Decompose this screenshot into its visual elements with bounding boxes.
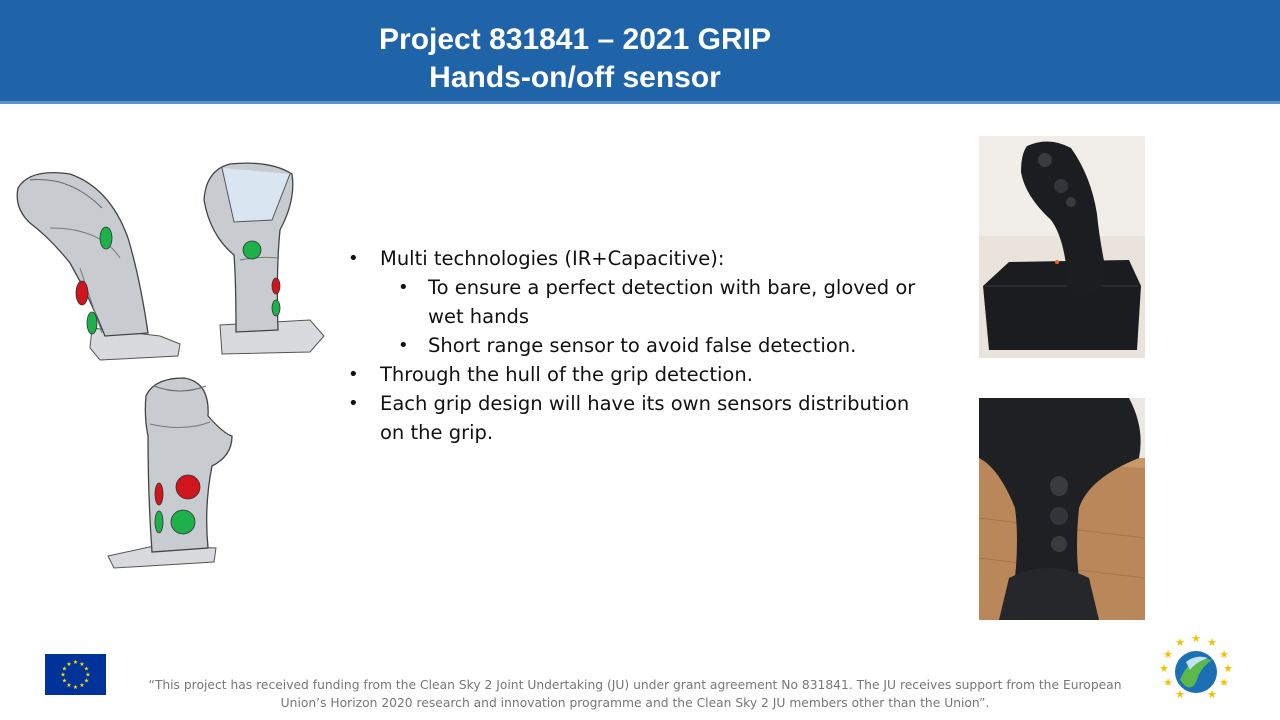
svg-text:★: ★ [1175, 688, 1185, 701]
green-sensor-dot [171, 510, 195, 534]
svg-text:★: ★ [66, 682, 72, 689]
svg-text:★: ★ [1207, 636, 1217, 649]
red-sensor-dot [155, 483, 163, 505]
svg-text:★: ★ [66, 661, 72, 668]
svg-text:★: ★ [1191, 632, 1201, 645]
title-banner [0, 0, 1280, 104]
bullet-list [346, 244, 936, 447]
red-sensor-dot [272, 278, 280, 294]
slide-title-line2: Hands-on/off sensor [429, 61, 721, 94]
clean-sky-logo-icon [1150, 632, 1242, 704]
green-sensor-dot [155, 511, 163, 533]
red-sensor-dot [76, 281, 88, 305]
cad-grip-back-view [104, 376, 244, 572]
green-sensor-dot [243, 241, 261, 259]
eu-flag-icon [45, 654, 106, 695]
svg-text:★: ★ [61, 665, 68, 673]
green-sensor-dot [272, 300, 280, 316]
svg-text:★: ★ [1163, 676, 1173, 689]
svg-text:★: ★ [72, 659, 79, 666]
green-sensor-dot [100, 227, 112, 249]
svg-text:★: ★ [1223, 662, 1233, 675]
svg-text:★: ★ [79, 661, 85, 668]
svg-text:★: ★ [1159, 662, 1169, 675]
svg-text:★: ★ [1163, 648, 1173, 661]
svg-text:★: ★ [1219, 648, 1229, 661]
svg-text:★: ★ [61, 677, 68, 685]
svg-text:★: ★ [85, 671, 91, 679]
svg-text:★: ★ [1219, 676, 1229, 689]
svg-text:★: ★ [83, 677, 90, 685]
cad-grip-front-view [200, 160, 330, 360]
bullet-item: • Through the hull of the grip detection. [346, 360, 936, 389]
svg-text:★: ★ [1175, 636, 1185, 649]
svg-text:★: ★ [72, 684, 79, 691]
cad-grip-side-view [10, 168, 190, 368]
green-sensor-dot [87, 312, 97, 334]
svg-text:★: ★ [79, 682, 85, 689]
svg-text:★: ★ [83, 665, 90, 673]
bullet-item: • Multi technologies (IR+Capacitive): • To ensure a perfect detection with bare, gloved or wet hands • Short range sensor to avoid false detection. [346, 244, 936, 360]
photo-grip-closeup [979, 398, 1145, 620]
svg-text:★: ★ [1207, 688, 1217, 701]
funding-disclaimer: “This project has received funding from the Clean Sky 2 Joint Undertaking (JU) under grant agreement No 831841. The JU receives support from the European Union’s Horizon 2020 research and innovation programme and the Clean Sky 2 JU members other than the Union”. [148, 678, 1122, 710]
bullet-item: • Each grip design will have its own sensors distribution on the grip. [346, 389, 936, 447]
svg-text:★: ★ [60, 671, 66, 679]
sub-bullet-item: • Short range sensor to avoid false detection. [394, 331, 936, 360]
red-sensor-dot [176, 475, 200, 499]
sub-bullet-item: • To ensure a perfect detection with bare, gloved or wet hands [394, 273, 936, 331]
photo-grip-on-box [979, 136, 1145, 358]
slide-title-line1: Project 831841 – 2021 GRIP [379, 23, 771, 56]
